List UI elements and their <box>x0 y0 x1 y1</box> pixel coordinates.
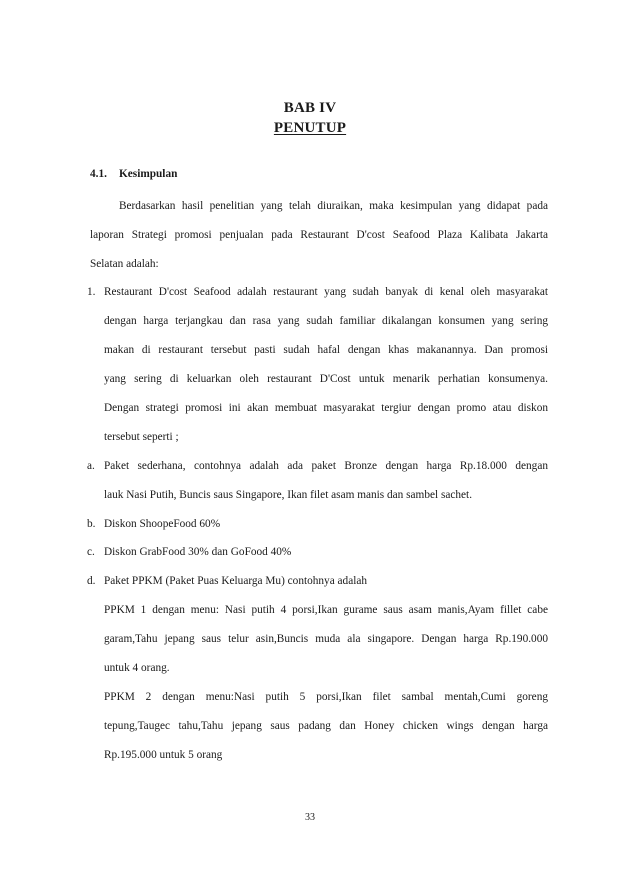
page-number: 33 <box>305 812 315 823</box>
item1-line-4: yang sering di keluarkan oleh restaurant D'Cost untuk menarik perhatian konsumenya. <box>104 373 548 385</box>
section-heading: Kesimpulan <box>119 168 178 180</box>
chapter-title: BAB IV <box>283 100 337 116</box>
item-a-line-1: Paket sederhana, contohnya adalah ada paket Bronze dengan harga Rp.18.000 dengan <box>104 460 548 472</box>
ppkm1-line-2: garam,Tahu jepang saus telur asin,Buncis muda ala singapore. Dengan harga Rp.190.000 <box>104 633 548 645</box>
intro-line-2: laporan Strategi promosi penjualan pada Restaurant D'cost Seafood Plaza Kalibata Jakarta <box>90 229 548 241</box>
item1-line-1: Restaurant D'cost Seafood adalah restaurant yang sudah banyak di kenal oleh masyarakat <box>104 286 548 298</box>
item1-line-5: Dengan strategi promosi ini akan membuat masyarakat tergiur dengan promo atau diskon <box>104 402 548 414</box>
list-marker-c: c. <box>87 546 95 558</box>
ppkm2-line-2: tepung,Taugec tahu,Tahu jepang saus padang dan Honey chicken wings dengan harga <box>104 720 548 732</box>
list-marker-1: 1. <box>87 286 96 298</box>
intro-line-1: Berdasarkan hasil penelitian yang telah diuraikan, maka kesimpulan yang didapat pada <box>119 200 548 212</box>
item1-line-3: makan di restaurant tersebut pasti sudah hafal dengan khas makanannya. Dan promosi <box>104 344 548 356</box>
list-marker-d: d. <box>87 575 96 587</box>
intro-line-3: Selatan adalah: <box>90 258 159 270</box>
item-a-line-2: lauk Nasi Putih, Buncis saus Singapore, Ikan filet asam manis dan sambel sachet. <box>104 489 473 501</box>
ppkm2-line-3: Rp.195.000 untuk 5 orang <box>104 749 223 761</box>
item-b-text: Diskon ShoopeFood 60% <box>104 518 221 530</box>
chapter-subtitle: PENUTUP <box>273 120 347 136</box>
list-marker-a: a. <box>87 460 95 472</box>
list-marker-b: b. <box>87 518 96 530</box>
item1-line-2: dengan harga terjangkau dan rasa yang sudah familiar dikalangan konsumen yang sering <box>104 315 548 327</box>
item1-line-6: tersebut seperti ; <box>104 431 179 443</box>
ppkm2-line-1: PPKM 2 dengan menu:Nasi putih 5 porsi,Ikan filet sambal mentah,Cumi goreng <box>104 691 548 703</box>
ppkm1-line-3: untuk 4 orang. <box>104 662 170 674</box>
ppkm1-line-1: PPKM 1 dengan menu: Nasi putih 4 porsi,Ikan gurame saus asam manis,Ayam fillet cabe <box>104 604 548 616</box>
item-d-text: Paket PPKM (Paket Puas Keluarga Mu) contohnya adalah <box>104 575 368 587</box>
section-number: 4.1. <box>90 168 107 180</box>
item-c-text: Diskon GrabFood 30% dan GoFood 40% <box>104 546 292 558</box>
